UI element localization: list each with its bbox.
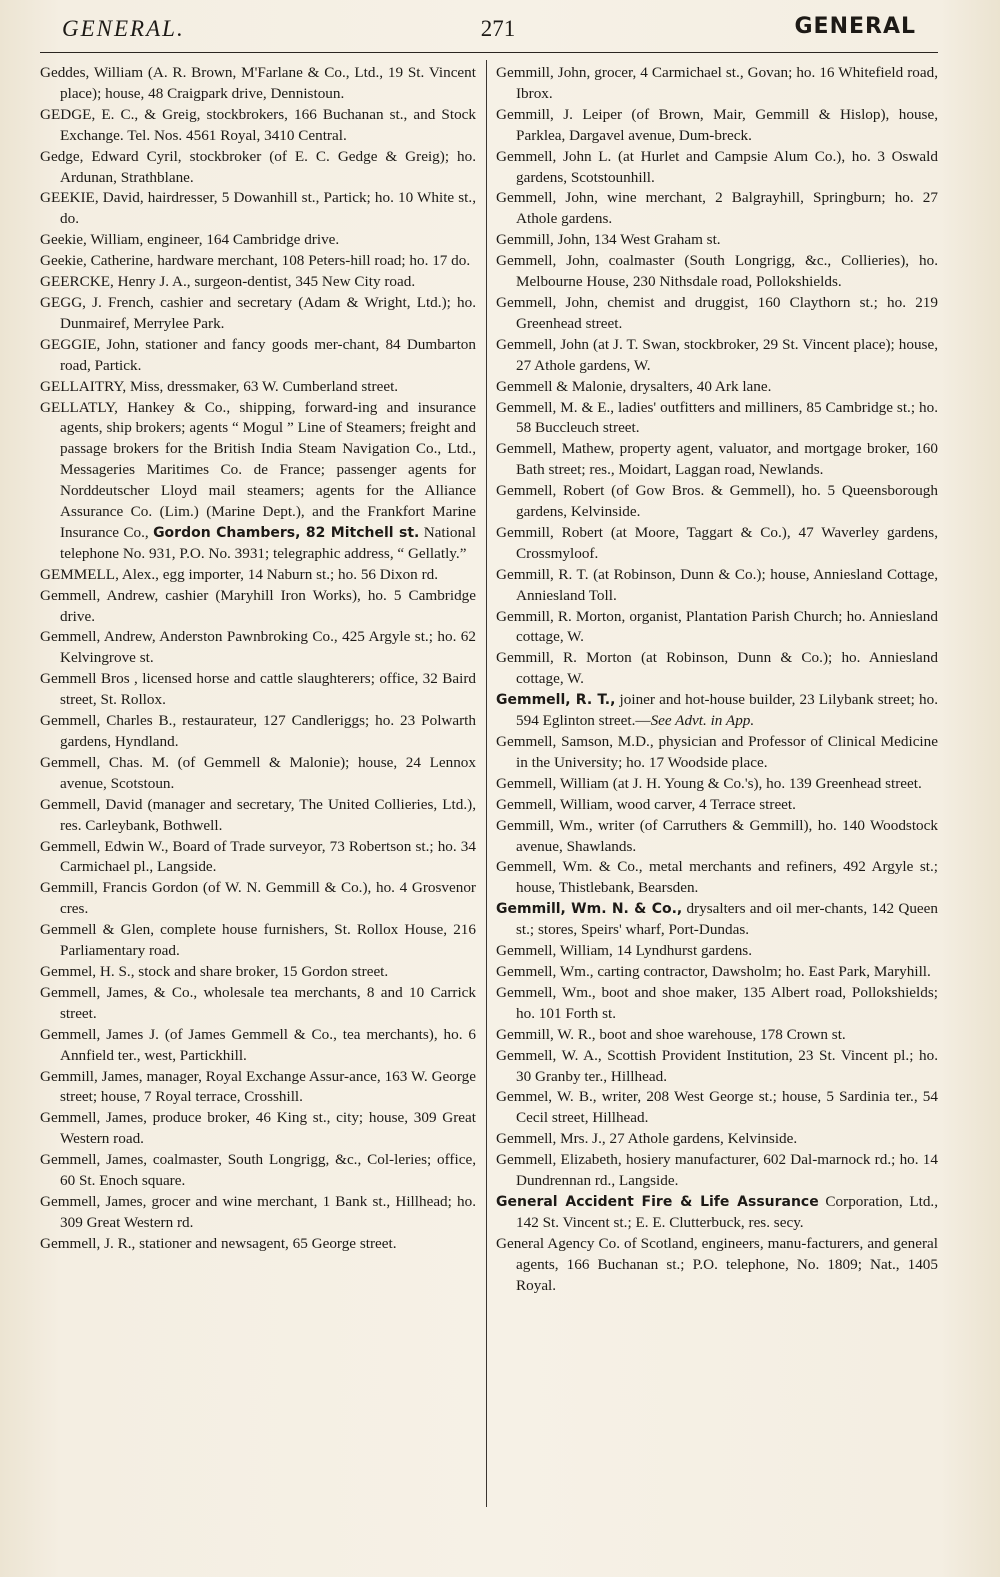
entry-advert-note: See Advt. in App. <box>650 712 755 730</box>
entry-text: Gemmell, Edwin W., Board of Trade surveyor, 73 Robertson st.; ho. 34 Carmichael pl., Langside. <box>40 837 476 876</box>
entry-text: Gemmell, James, coalmaster, South Longrigg, &c., Col-leries; office, 60 St. Enoch square. <box>40 1151 476 1190</box>
entry-bold-name: Gemmell, R. T., <box>496 692 616 709</box>
directory-entry <box>496 377 938 398</box>
directory-entry <box>40 1192 476 1234</box>
entry-text: Gemmell, Elizabeth, hosiery manufacturer, 602 Dal-marnock rd.; ho. 14 Dundrennan rd., Langside. <box>496 1151 938 1190</box>
directory-entry <box>40 1025 476 1067</box>
directory-entry <box>40 1067 476 1109</box>
entry-text: Gemmell, Mathew, property agent, valuator, and mortgage broker, 160 Bath street; res., Moidart, Laggan road, Newlands. <box>496 440 938 479</box>
directory-entry <box>496 1025 938 1046</box>
entry-bold-address: Gordon Chambers, 82 Mitchell st. <box>153 524 420 541</box>
directory-entry <box>40 983 476 1025</box>
directory-entry <box>496 983 938 1025</box>
entry-text: Gemmel, W. B., writer, 208 West George st.; house, 5 Sardinia ter., 54 Cecil street, Hillhead. <box>496 1088 938 1127</box>
directory-entry <box>496 962 938 983</box>
directory-entry <box>496 230 938 251</box>
directory-entry <box>40 565 476 586</box>
entry-text: Gemmell, John (at J. T. Swan, stockbroker, 29 St. Vincent place); house, 27 Athole gardens, W. <box>496 335 938 374</box>
entry-text: Gemmell & Glen, complete house furnishers, St. Rollox House, 216 Parliamentary road. <box>40 921 476 960</box>
directory-entry <box>40 627 476 669</box>
running-head-right: GENERAL <box>794 14 916 39</box>
entry-text: GEGG, J. French, cashier and secretary (Adam & Wright, Ltd.); ho. Dunmairef, Merrylee Park. <box>40 293 476 332</box>
entry-text: Gemmell, John L. (at Hurlet and Campsie Alum Co.), ho. 3 Oswald gardens, Scotstounhill. <box>496 147 938 186</box>
directory-entry <box>40 878 476 920</box>
directory-entry <box>496 335 938 377</box>
directory-entry <box>40 1108 476 1150</box>
entry-tail-text: National telephone No. 931, P.O. No. 3931; telegraphic address, “ Gellatly.” <box>60 523 477 562</box>
directory-entry <box>40 795 476 837</box>
entry-text: Gemmell, William (at J. H. Young & Co.'s), ho. 139 Greenhead street. <box>496 774 922 792</box>
directory-entry <box>496 732 938 774</box>
directory-entry <box>496 774 938 795</box>
directory-entry <box>40 335 476 377</box>
entry-text: GEERCKE, Henry J. A., surgeon-dentist, 345 New City road. <box>40 273 416 291</box>
entry-text: Gemmell, James, produce broker, 46 King st., city; house, 309 Great Western road. <box>40 1109 476 1148</box>
directory-entry <box>40 272 476 293</box>
entry-text: Gemmell, William, wood carver, 4 Terrace street. <box>496 795 796 813</box>
entry-text: Gemmill, R. T. (at Robinson, Dunn & Co.); house, Anniesland Cottage, Anniesland Toll. <box>496 565 938 604</box>
entry-bold-name: General Accident Fire & Life Assurance <box>496 1193 819 1210</box>
directory-entry <box>40 586 476 628</box>
entry-text: GEDGE, E. C., & Greig, stockbrokers, 166 Buchanan st., and Stock Exchange. Tel. Nos. 4561 Royal, 3410 Central. <box>40 105 476 144</box>
directory-entry <box>40 962 476 983</box>
entry-text: Geekie, Catherine, hardware merchant, 108 Peters-hill road; ho. 17 do. <box>40 252 471 270</box>
entry-text: GEMMELL, Alex., egg importer, 14 Naburn st.; ho. 56 Dixon rd. <box>40 565 439 583</box>
entry-text: Gemmill, John, 134 West Graham st. <box>496 231 721 249</box>
directory-entry <box>496 857 938 899</box>
directory-entry <box>40 837 476 879</box>
entry-text: Gemmell, J. R., stationer and newsagent, 65 George street. <box>40 1234 397 1252</box>
directory-entry <box>496 63 938 105</box>
entry-text: Gemmell, Chas. M. (of Gemmell & Malonie); house, 24 Lennox avenue, Scotstoun. <box>40 753 476 792</box>
directory-entry <box>496 899 938 941</box>
entry-text: Gemmell, Wm., boot and shoe maker, 135 Albert road, Pollokshields; ho. 101 Forth st. <box>496 983 938 1022</box>
entry-text: Gemmell, John, chemist and druggist, 160 Claythorn st.; ho. 219 Greenhead street. <box>496 293 938 332</box>
entry-text: Gemmill, John, grocer, 4 Carmichael st., Govan; ho. 16 Whitefield road, Ibrox. <box>496 64 938 102</box>
page-number: 271 <box>480 16 516 41</box>
entry-text: Gemmill, Francis Gordon (of W. N. Gemmill & Co.), ho. 4 Grosvenor cres. <box>40 879 476 918</box>
directory-entry <box>496 523 938 565</box>
directory-entry <box>496 1234 938 1297</box>
directory-entry <box>40 753 476 795</box>
entry-text: Gemmell, Wm., carting contractor, Dawsholm; ho. East Park, Maryhill. <box>496 962 931 980</box>
entry-text: Gemmell, James, & Co., wholesale tea merchants, 8 and 10 Carrick street. <box>40 983 476 1022</box>
directory-entry <box>496 565 938 607</box>
directory-entry <box>496 607 938 649</box>
directory-entry <box>496 398 938 440</box>
entry-text: Gemmill, Robert (at Moore, Taggart & Co.), 47 Waverley gardens, Crossmyloof. <box>496 523 938 562</box>
header-rule <box>40 52 938 53</box>
directory-entry <box>496 1087 938 1129</box>
directory-entry <box>496 941 938 962</box>
entry-text: Gemmill, James, manager, Royal Exchange Assur-ance, 163 W. George street; house, 7 Royal terrace, Crosshill. <box>40 1067 476 1106</box>
entry-text: Gemmell, John, coalmaster (South Longrigg, &c., Collieries), ho. Melbourne House, 230 Nithsdale road, Pollokshields. <box>496 252 938 291</box>
entry-text: Corporation, Ltd., 142 St. Vincent st.; E. E. Clutterbuck, res. secy. <box>516 1192 939 1231</box>
entry-bold-name: Gemmill, Wm. N. & Co., <box>496 901 683 918</box>
directory-entry <box>496 1150 938 1192</box>
directory-entry <box>496 251 938 293</box>
directory-entry <box>40 920 476 962</box>
running-head-left: GENERAL. <box>62 16 185 41</box>
entry-text: Gemmill, Wm., writer (of Carruthers & Gemmill), ho. 140 Woodstock avenue, Shawlands. <box>496 816 938 855</box>
entry-text: Geekie, William, engineer, 164 Cambridge drive. <box>40 231 340 249</box>
entry-text: Gemmell, Charles B., restaurateur, 127 Candleriggs; ho. 23 Polwarth gardens, Hyndland. <box>40 712 476 750</box>
entry-text: Gemmell, James J. (of James Gemmell & Co., tea merchants), ho. 6 Annfield ter., west, Partickhill. <box>40 1025 476 1064</box>
directory-entry <box>496 188 938 230</box>
entry-text: Gemmell, John, wine merchant, 2 Balgrayhill, Springburn; ho. 27 Athole gardens. <box>496 189 938 228</box>
directory-entry <box>496 690 938 732</box>
directory-entry <box>496 105 938 147</box>
directory-entry <box>496 795 938 816</box>
directory-entry <box>496 816 938 858</box>
directory-entry <box>40 293 476 335</box>
entry-text: drysalters and oil mer-chants, 142 Queen st.; stores, Speirs' wharf, Port-Dundas. <box>516 900 938 939</box>
directory-entry <box>40 377 476 398</box>
directory-entry <box>496 147 938 189</box>
directory-entry <box>496 481 938 523</box>
directory-entry <box>40 188 476 230</box>
entry-text: Gemmill, W. R., boot and shoe warehouse, 178 Crown st. <box>496 1025 846 1043</box>
entry-text: Gemmell, Andrew, Anderston Pawnbroking Co., 425 Argyle st.; ho. 62 Kelvingrove st. <box>40 628 476 667</box>
column-divider <box>486 60 487 1507</box>
entry-text: Gemmell, William, 14 Lyndhurst gardens. <box>496 942 752 960</box>
directory-entry <box>40 398 476 565</box>
entry-text: Gemmell & Malonie, drysalters, 40 Ark lane. <box>496 377 772 395</box>
entry-text: Gemmell, Wm. & Co., metal merchants and refiners, 492 Argyle st.; house, Thistlebank, Bearsden. <box>496 858 938 897</box>
directory-entry <box>496 648 938 690</box>
right-column <box>496 63 938 1296</box>
entry-text: Gedge, Edward Cyril, stockbroker (of E. C. Gedge & Greig); ho. Ardunan, Strathblane. <box>40 147 476 186</box>
directory-entry <box>496 439 938 481</box>
entry-text: Gemmell, Mrs. J., 27 Athole gardens, Kelvinside. <box>496 1130 798 1148</box>
entry-text: Gemmell Bros , licensed horse and cattle slaughterers; office, 32 Baird street, St. Rollox. <box>40 670 476 709</box>
directory-entry <box>40 669 476 711</box>
entry-text: Gemmill, J. Leiper (of Brown, Mair, Gemmill & Hislop), house, Parklea, Dargavel avenue, Dum-breck. <box>496 105 938 144</box>
directory-entry <box>40 105 476 147</box>
directory-entry <box>496 1046 938 1088</box>
entry-text: Gemmell, Robert (of Gow Bros. & Gemmell), ho. 5 Queensborough gardens, Kelvinside. <box>496 482 938 521</box>
entry-text: Gemmel, H. S., stock and share broker, 15 Gordon street. <box>40 962 389 980</box>
directory-entry <box>40 1150 476 1192</box>
entry-text: GEEKIE, David, hairdresser, 5 Dowanhill st., Partick; ho. 10 White st., do. <box>40 189 476 228</box>
directory-entry <box>40 711 476 753</box>
directory-entry <box>496 1129 938 1150</box>
entry-text: GELLATLY, Hankey & Co., shipping, forward-ing and insurance agents, ship brokers; agents “ Mogul ” Line of Steamers; freight and passage brokers for the British India Steam Navigation Co., Ltd., Messageries Maritimes Co. de France; passenger agents for Norddeutscher Lloyd mail steamers; agents for the Alliance Assurance Co. (Lim.) (Marine Dept.), and the Frankfort Marine Insurance Co., <box>40 398 476 541</box>
entry-text: GELLAITRY, Miss, dressmaker, 63 W. Cumberland street. <box>40 377 399 395</box>
entry-text: General Agency Co. of Scotland, engineers, manu-facturers, and general agents, 166 Buchanan st.; P.O. telephone, No. 1809; Nat., 1405 Royal. <box>496 1234 938 1294</box>
directory-entry <box>40 230 476 251</box>
directory-entry <box>496 293 938 335</box>
entry-text: Gemmell, James, grocer and wine merchant, 1 Bank st., Hillhead; ho. 309 Great Western rd. <box>40 1192 476 1231</box>
entry-text: GEGGIE, John, stationer and fancy goods mer-chant, 84 Dumbarton road, Partick. <box>40 335 476 374</box>
directory-entry <box>496 1192 938 1234</box>
entry-text: joiner and hot-house builder, 23 Lilybank street; ho. 594 Eglinton street.— <box>516 691 938 730</box>
directory-entry <box>40 63 476 105</box>
left-column <box>40 63 476 1255</box>
entry-text: Gemmell, W. A., Scottish Provident Institution, 23 St. Vincent pl.; ho. 30 Granby ter., Hillhead. <box>496 1046 938 1085</box>
entry-text: Gemmill, R. Morton, organist, Plantation Parish Church; ho. Anniesland cottage, W. <box>496 607 938 646</box>
entry-text: Gemmell, David (manager and secretary, The United Collieries, Ltd.), res. Carleybank, Bothwell. <box>40 795 476 834</box>
directory-entry <box>40 251 476 272</box>
directory-entry <box>40 147 476 189</box>
directory-entry <box>40 1234 476 1255</box>
entry-text: Gemmell, Samson, M.D., physician and Professor of Clinical Medicine in the University; ho. 17 Woodside place. <box>496 733 938 771</box>
entry-text: Gemmell, Andrew, cashier (Maryhill Iron Works), ho. 5 Cambridge drive. <box>40 586 476 625</box>
entry-text: Gemmell, M. & E., ladies' outfitters and milliners, 85 Cambridge st.; ho. 58 Buccleuch street. <box>496 398 938 437</box>
entry-text: Geddes, William (A. R. Brown, M'Farlane & Co., Ltd., 19 St. Vincent place); house, 48 Craigpark drive, Dennistoun. <box>40 64 476 102</box>
entry-text: Gemmill, R. Morton (at Robinson, Dunn & Co.); ho. Anniesland cottage, W. <box>496 649 938 688</box>
